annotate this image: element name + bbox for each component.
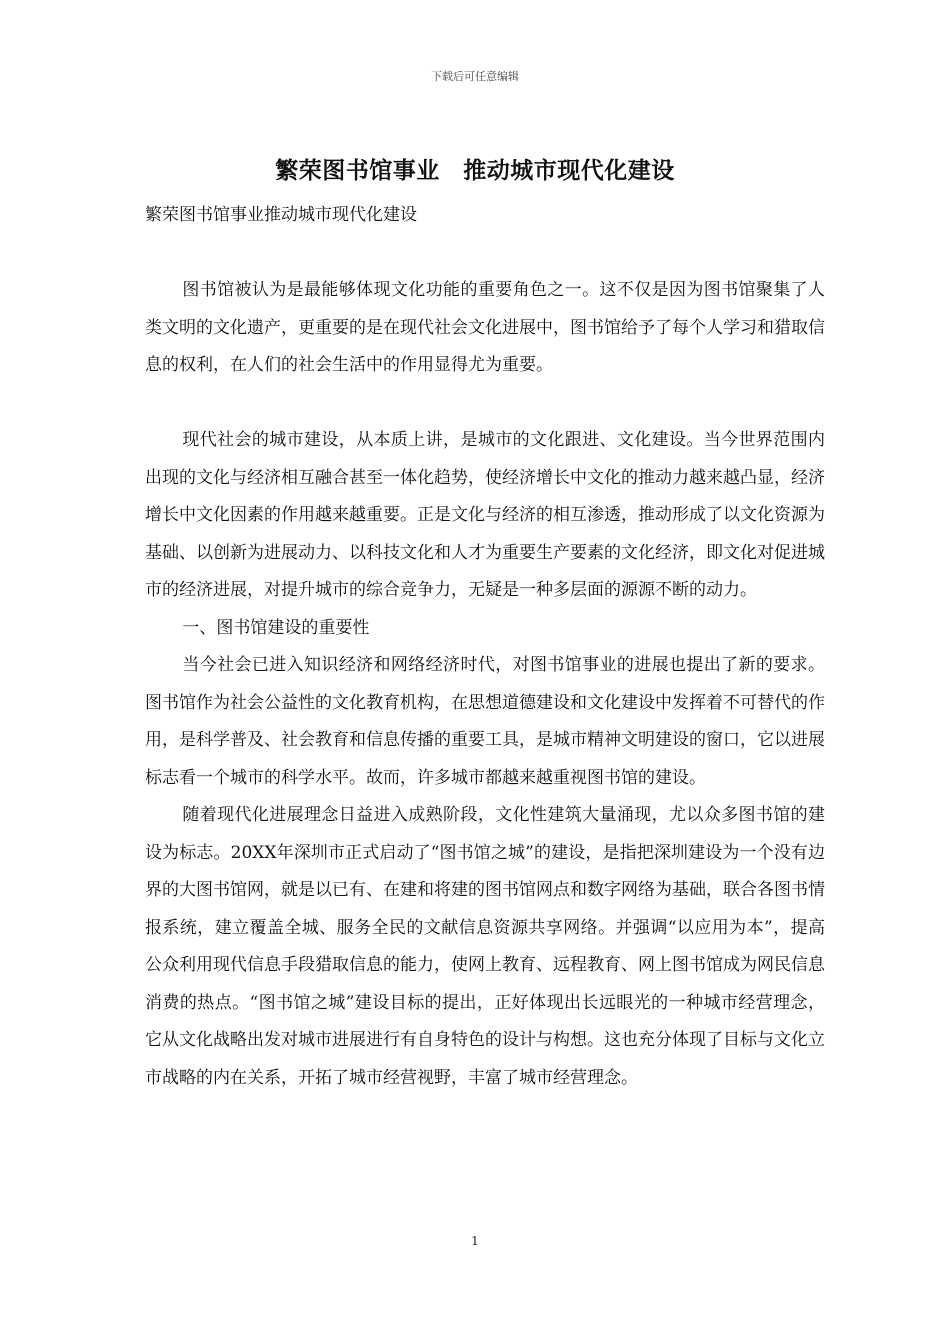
paragraph-city-building: 现代社会的城市建设，从本质上讲，是城市的文化跟进、文化建设。当今世界范围内出现的文化与经济相互融合甚至一体化趋势，使经济增长中文化的推动力越来越凸显，经济增长中文化因素的作用越来越重要。正是文化与经济的相互渗透，推动形成了以文化资源为基础、以创新为进展动力、以科技文化和人才为重要生产要素的文化经济，即文化对促进城市的经济进展，对提升城市的综合竞争力，无疑是一种多层面的源源不断的动力。	[145, 430, 825, 600]
paragraph-library-city: 随着现代化进展理念日益进入成熟阶段，文化性建筑大量涌现，尤以众多图书馆的建设为标志。20XX年深圳市正式启动了“图书馆之城”的建设，是指把深圳建设为一个没有边界的大图书馆网，就是以已有、在建和将建的图书馆网点和数字网络为基础，联合各图书情报系统，建立覆盖全城、服务全民的文献信息资源共享网络。并强调“以应用为本”，提高公众利用现代信息手段猎取信息的能力，使网上教育、远程教育、网上图书馆成为网民信息消费的热点。“图书馆之城”建设目标的提出，正好体现出长远眼光的一种城市经营理念，它从文化战略出发对城市进展进行有自身特色的设计与构想。这也充分体现了目标与文化立市战略的内在关系，开拓了城市经营视野，丰富了城市经营理念。	[145, 805, 825, 1088]
paragraph-intro: 图书馆被认为是最能够体现文化功能的重要角色之一。这不仅是因为图书馆聚集了人类文明的文化遗产，更重要的是在现代社会文化进展中，图书馆给予了每个人学习和猎取信息的权利，在人们的社会生活中的作用显得尤为重要。	[145, 280, 825, 375]
section-heading-importance: 一、图书馆建设的重要性	[182, 617, 370, 638]
paragraph-spacer	[145, 385, 825, 423]
document-body	[145, 197, 825, 1097]
paragraph-knowledge-economy: 当今社会已进入知识经济和网络经济时代，对图书馆事业的进展也提出了新的要求。图书馆作为社会公益性的文化教育机构，在思想道德建设和文化建设中发挥着不可替代的作用，是科学普及、社会教育和信息传播的重要工具，是城市精神文明建设的窗口，它以进展标志看一个城市的科学水平。故而，许多城市都越来越重视图书馆的建设。	[145, 655, 825, 788]
page-header: 下载后可任意编辑	[431, 70, 519, 83]
document-title: 繁荣图书馆事业 推动城市现代化建设	[275, 157, 675, 184]
page-number: 1	[471, 1234, 479, 1248]
document-subtitle: 繁荣图书馆事业推动城市现代化建设	[145, 205, 417, 225]
